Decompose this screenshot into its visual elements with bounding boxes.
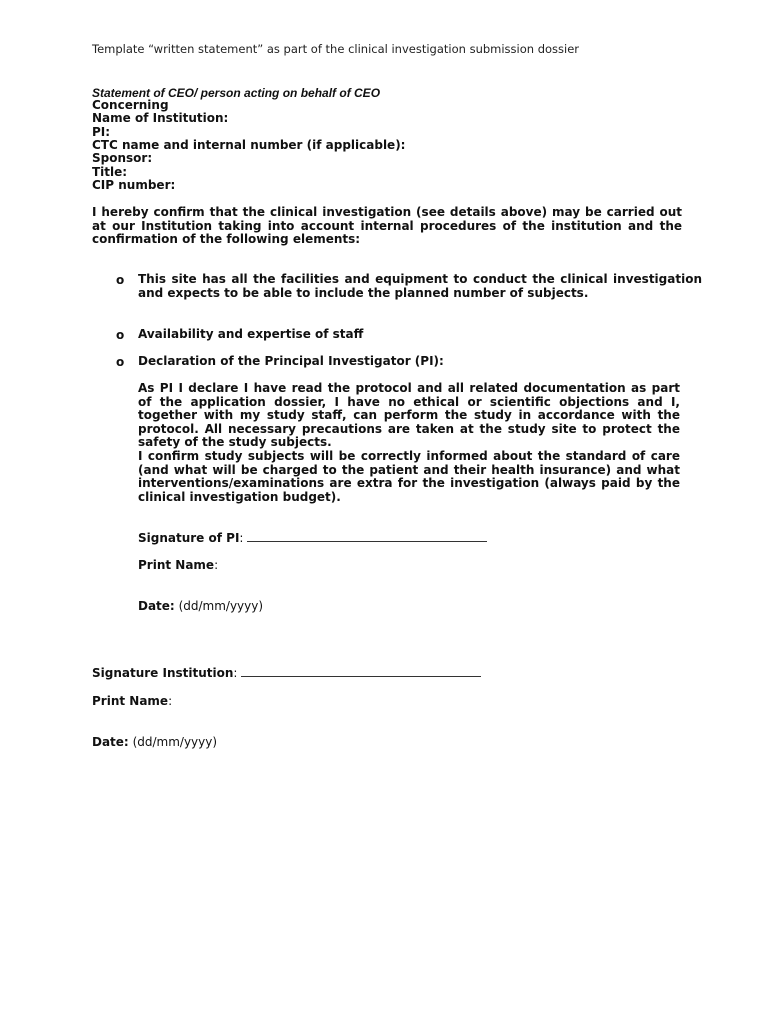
item-staff: Availability and expertise of staff xyxy=(138,327,364,341)
institution-date-format: (dd/mm/yyyy) xyxy=(132,735,218,749)
field-cip: CIP number: xyxy=(92,178,176,192)
pi-declaration-paragraph-1: As PI I declare I have read the protocol and all related documentation as part of the application dossier, I have no ethical or scientific objections and I, together with my study staff, can perform the study in accordance with the protocol. All necessary precautions are taken at the study site to protect the safety of the study subjects. xyxy=(138,381,680,450)
item-declaration: Declaration of the Principal Investigator (PI): xyxy=(138,354,444,368)
institution-date-label: Date: xyxy=(92,735,129,749)
institution-signature-line[interactable] xyxy=(241,666,481,677)
pi-signature-line[interactable] xyxy=(247,531,487,542)
field-concerning: Concerning xyxy=(92,98,169,112)
field-ctc: CTC name and internal number (if applicable): xyxy=(92,138,406,152)
bullet-icon: o xyxy=(116,355,125,369)
field-title: Title: xyxy=(92,165,128,179)
field-sponsor: Sponsor: xyxy=(92,151,153,165)
pi-declaration-paragraph-2: I confirm study subjects will be correctly informed about the standard of care (and what will be charged to the patient and their health insurance) and what interventions/examinations are extra for the investigation (always paid by the clinical investigation budget). xyxy=(138,449,680,504)
pi-date-label: Date: xyxy=(138,599,175,613)
pi-print-name-row: Print Name: xyxy=(138,558,219,572)
confirmation-paragraph: I hereby confirm that the clinical investigation (see details above) may be carried out at our Institution taking into account internal procedures of the institution and the confirmation of the following elements: xyxy=(92,205,682,247)
pi-date-format: (dd/mm/yyyy) xyxy=(178,599,264,613)
item-facilities: This site has all the facilities and equipment to conduct the clinical investigation and expects to be able to include the planned number of subjects. xyxy=(138,272,702,300)
institution-signature-label: Signature Institution xyxy=(92,666,234,680)
pi-signature-row: Signature of PI: xyxy=(138,531,487,545)
institution-date-row xyxy=(92,735,217,749)
statement-title: Statement of CEO/ person acting on behalf of CEO xyxy=(92,86,381,100)
pi-print-name-label: Print Name xyxy=(138,558,215,572)
page-header: Template “written statement” as part of the clinical investigation submission dossier xyxy=(92,42,580,56)
bullet-icon: o xyxy=(116,273,125,287)
bullet-icon: o xyxy=(116,328,125,342)
pi-signature-label: Signature of PI xyxy=(138,531,240,545)
pi-date-row xyxy=(138,599,263,613)
institution-print-name-label: Print Name xyxy=(92,694,169,708)
institution-signature-row: Signature Institution: xyxy=(92,666,481,680)
institution-print-name-row: Print Name: xyxy=(92,694,173,708)
field-institution: Name of Institution: xyxy=(92,111,229,125)
field-pi: PI: xyxy=(92,125,111,139)
